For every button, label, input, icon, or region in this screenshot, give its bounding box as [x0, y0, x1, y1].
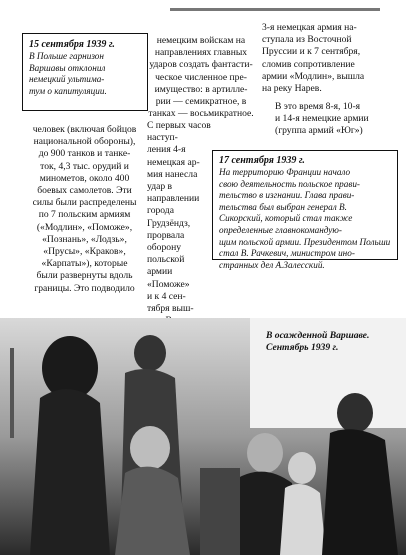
sidebar-box-sept-17 [212, 150, 398, 270]
sidebar-text: В Польше гарнизон Варшавы отклонил немецкий ультима- тум о капитуляции. [29, 51, 107, 96]
sidebar-date: 15 сентября 1939 г. [29, 39, 115, 50]
column-2-top-text: немецким войскам на направлениях главных ударов создать фантасти- ческое численное пре- имущество: в артилле- рии — семикратное, в танках — восьмикратное. [148, 35, 254, 120]
photo-caption: В осажденной Варшаве. Сентябрь 1939 г. [266, 330, 370, 353]
sidebar-box-sept-15 [22, 33, 148, 111]
sidebar-date: 17 сентября 1939 г. [219, 155, 305, 166]
column-3-top-text: 3-я немецкая армия на- ступала из Восточной Пруссии и к 7 сентября, сломив сопротивление армии «Модлин», вышла на реку Нарев. [262, 22, 365, 95]
column-3-paragraph: В это время 8-я, 10-я и 14-я немецкие армии (группа армий «Юг») [275, 101, 369, 137]
column-1-text: человек (включая бойцов национальной обороны), до 900 танков и танке- ток, 4,3 тыс. орудий и минометов, около 400 боевых самолетов. Эти силы были распределены по 7 польским армиям («Модлин», «Поможе», «Познань», «Лодзь», «Прусы», «Краков», «Карпаты»), которые были развернуты вдоль границы. Это подводило [32, 124, 137, 294]
sidebar-text: На территорию Франции начало свою деятельность польское прави- тельство в изгнании. Глава прави- тельства был выбран генерал В. Сикорский, который стал также определенные главнокомандую- щим польской армии. Президентом Польши стал В. Рачкевич, министром ино- странных дел А.Залесский. [219, 167, 391, 270]
top-rule [170, 8, 380, 11]
column-2-paragraph: С первых часов наступ- ления 4-я немецкая ар- мия нанесла удар в направлении города Грудзёндз, прорвала оборону польской армии «Поможе» и к 4 сен- тября выш- [147, 120, 211, 315]
